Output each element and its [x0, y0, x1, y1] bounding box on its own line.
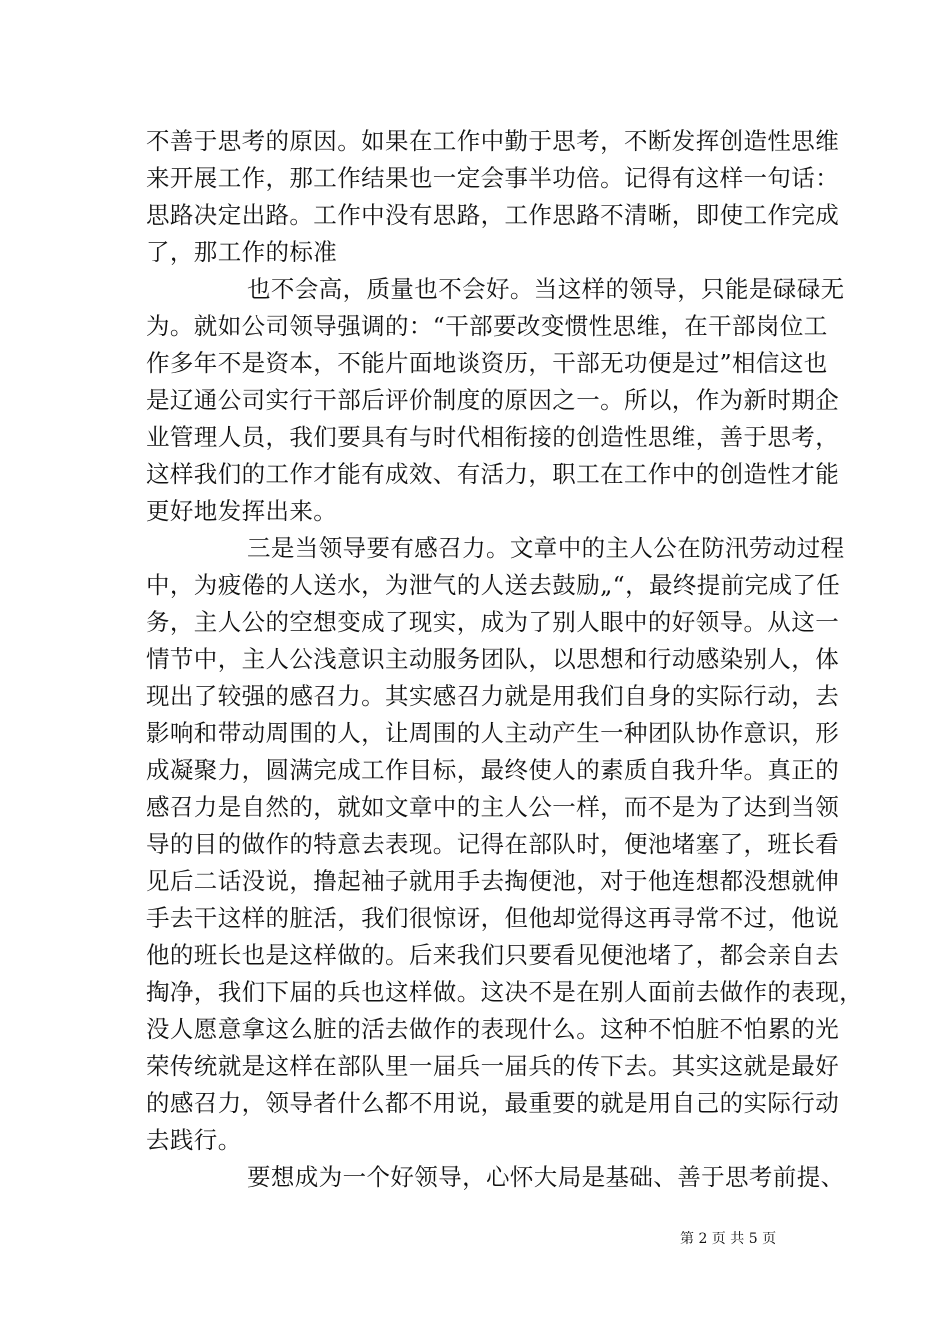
text-line: 业管理人员，我们要具有与时代相衔接的创造性思维，善于思考， [146, 423, 840, 451]
text-line: 手去干这样的脏活，我们很惊讶，但他却觉得这再寻常不过，他说 [146, 904, 840, 932]
text-line: 为。就如公司领导强调的：“干部要改变惯性思维，在干部岗位工 [146, 312, 828, 340]
text-line: 思路决定出路。工作中没有思路，工作思路不清晰，即使工作完成 [146, 201, 840, 229]
text-line: 感召力是自然的，就如文章中的主人公一样，而不是为了达到当领 [146, 793, 840, 821]
text-line: 不善于思考的原因。如果在工作中勤于思考，不断发挥创造性思维 [146, 127, 840, 155]
text-line: 去践行。 [146, 1126, 242, 1154]
paragraph-first-line: 也不会高，质量也不会好。当这样的领导，只能是碌碌无 [247, 275, 845, 303]
text-line: 来开展工作，那工作结果也一定会事半功倍。记得有这样一句话： [146, 164, 840, 192]
text-line: 荣传统就是这样在部队里一届兵一届兵的传下去。其实这就是最好 [146, 1052, 840, 1080]
text-line: 他的班长也是这样做的。后来我们只要看见便池堵了，都会亲自去 [146, 941, 840, 969]
text-line: 更好地发挥出来。 [146, 497, 338, 525]
text-line: 务，主人公的空想变成了现实，成为了别人眼中的好领导。从这一 [146, 608, 840, 636]
text-line: 现出了较强的感召力。其实感召力就是用我们自身的实际行动，去 [146, 682, 840, 710]
text-line: 是辽通公司实行干部后评价制度的原因之一。所以，作为新时期企 [146, 386, 840, 414]
text-line: 作多年不是资本，不能片面地谈资历，干部无功便是过”相信这也 [146, 349, 828, 377]
text-line: 导的目的做作的特意去表现。记得在部队时，便池堵塞了，班长看 [146, 830, 840, 858]
text-line: 的感召力，领导者什么都不用说，最重要的就是用自己的实际行动 [146, 1089, 840, 1117]
paragraph-first-line: 要想成为一个好领导，心怀大局是基础、善于思考前提、 [247, 1163, 845, 1191]
text-line: 情节中，主人公浅意识主动服务团队，以思想和行动感染别人，体 [146, 645, 840, 673]
text-line: 中，为疲倦的人送水，为泄气的人送去鼓励„“，最终提前完成了任 [146, 571, 841, 599]
text-line: 影响和带动周围的人，让周围的人主动产生一种团队协作意识，形 [146, 719, 840, 747]
text-line: 了，那工作的标准 [146, 238, 338, 266]
text-line: 见后二话没说，撸起袖子就用手去掏便池，对于他连想都没想就伸 [146, 867, 840, 895]
text-line: 成凝聚力，圆满完成工作目标，最终使人的素质自我升华。真正的 [146, 756, 840, 784]
text-line: 掏净，我们下届的兵也这样做。这决不是在别人面前去做作的表现， [146, 978, 863, 1006]
text-line: 没人愿意拿这么脏的活去做作的表现什么。这种不怕脏不怕累的光 [146, 1015, 840, 1043]
paragraph-first-line: 三是当领导要有感召力。文章中的主人公在防汛劳动过程 [247, 534, 845, 562]
text-line: 这样我们的工作才能有成效、有活力，职工在工作中的创造性才能 [146, 460, 840, 488]
page-number: 第 2 页 共 5 页 [680, 1231, 777, 1247]
